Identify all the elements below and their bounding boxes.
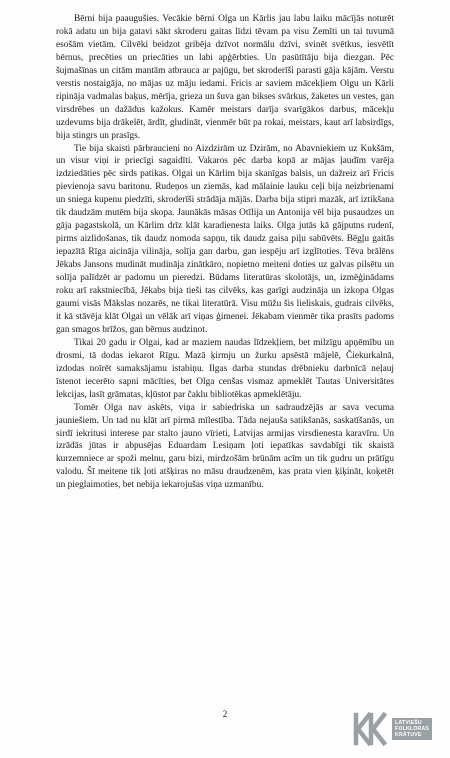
paragraph: Tie bija skaisti pārbraucieni no Aizdzirām uz Dzirām, no Abavniekiem uz Kukšām, un visur viņi ir priecīgi sagaidīti. Vakaros pēc darba kopā ar mājas ļaudīm varēja izdziedāties pēc sirds patikas. Olgai un Kārlim bija skanīgas balsis, un dažreiz arī Fricis pievienoja savu baritonu. Rudeņos un ziemās, kad mālainie lauku ceļi bija neizbrienami un sniega kupenu piedzīti, skroderīši strādāja mājās. Darba bija stipri mazāk, arī iztikšana tik daudzām mutēm bija skopa. Jaunākās māsas Otīlija un Antonija vēl bija pusaudzes un gāja pagastskolā, un Kārlim drīz klāt karadienesta laiks. Olga jutās kā gājputns rudenī, pirms aizlidošanas, tik daudz nomoda sapņu, tik daudz gaisa piļu sabūvēts. Bēgļu gaitās iepazītā Rīga aicināja vilināja, solīja gan darbu, gan iespēju arī izglītoties. Tēva brālēns Jēkabs Jansons mudināt mudināja zinātkāro, nopietno meiteni doties uz galvas pilsētu un solīja palīdzēt ar padomu un pieredzi. Būdams literatūras skolotājs, un, izmēģinādams roku arī rakstniecībā, Jēkabs bija tieši tas cilvēks, kas garīgi audzināja un izkopa Olgas gaumi visās Mākslas nozarēs, ne tikai literatūrā. Visu mūžu šis lieliskais, gudrais cilvēks, it kā stāvēja klāt Olgai un vēlāk arī viņas ģimenei. Jēkabam vienmēr tika prasīts padoms gan smagos brīžos, gan bērnus audzinot. — [56, 143, 394, 335]
body-text — [56, 13, 394, 492]
paragraph: Bērni bija paaugušies. Vecākie bērni Olga un Kārlis jau labu laiku mācījās noturēt rokā adatu un bija gatavi sākt skroderu gaitas līdzi tēvam pa visu Zemīti un tai tuvumā esošām vietām. Cilvēki beidzot gribēja dzīvot normālu dzīvi, svinēt svētkus, iesvētīt bērnus, precēties un priecāties un labi apģērbties. Un pasūtītāju bija diezgan. Pēc šujmašīnas un citām mantām atbrauca ar pajūgu, bet skroderīši parasti gāja kājām. Verstu verstis nostaigāja, no mājas uz māju iedami. Fricis ar saviem mācekļiem Olgu un Kārli ripināja vadmalas baķus, mērīja, grieza un šuva gan bikses svārkus, žaketes un vestes, gan virsdrēbes un dažādus kažokus. Kamēr meistars darīja svarīgākos darbus, mācekļu uzdevums bija drākelēt, ārdīt, gludināt, vienmēr būt pa rokai, meistars, kaut arī labsirdīgs, bija stingrs un prasīgs. — [56, 14, 394, 141]
logo-text — [392, 718, 432, 740]
logo-line: FOLKLORAS — [395, 726, 430, 732]
logo-line: KRĀTUVE — [395, 732, 422, 738]
paragraph: Tomēr Olga nav askēts, viņa ir sabiedriska un sadraudzējās ar sava vecuma jauniešiem. Un tad nu klāt arī pirmā mīlestība. Tāda nejauša satikšanās, saskatīšanās, un sirdī iekritusi interese par stalto jauno vīrieti, Latvijas armijas virsdienesta karavīru. Un izrādās jūtas ir abpusējas Eduardam Lesiņam ļoti iepatīkas savdabīgi tik skaistā kurzemniece ar spoži melnu, garu bizi, mirdzošām brūnām acīm un tik gudru un prātīgu valodu. Šī meitene tik ļoti atšķiras no māsu draudzenēm, kas prata vien ķiķināt, koķetēt un pieglaimoties, bet nebija iekarojušas viņa uzmanību. — [56, 402, 394, 491]
paragraph: Tikai 20 gadu ir Olgai, kad ar maziem naudas līdzekļiem, bet milzīgu apņēmību un drosmi, tā dodas iekarot Rīgu. Mazā ķirmju un žurku apsēstā mājelē, Čiekurkalnā, izdodas noīrēt samaksājamu istabiņu. Ilgas darba stundas drēbnieku darbnīcā neļauj īstenot iecerēto sapni mācīties, bet Olga cenšas vismaz apmeklēt Tautas Universitātes lekcijas, lasīt grāmatas, kļūstot par čaklu bibliotēkas apmeklētāju. — [56, 337, 394, 400]
page-number: 2 — [222, 709, 228, 719]
archive-logo — [351, 712, 443, 746]
logo-line: LATVIEŠU — [395, 720, 422, 726]
kk-logo-icon — [351, 712, 389, 746]
